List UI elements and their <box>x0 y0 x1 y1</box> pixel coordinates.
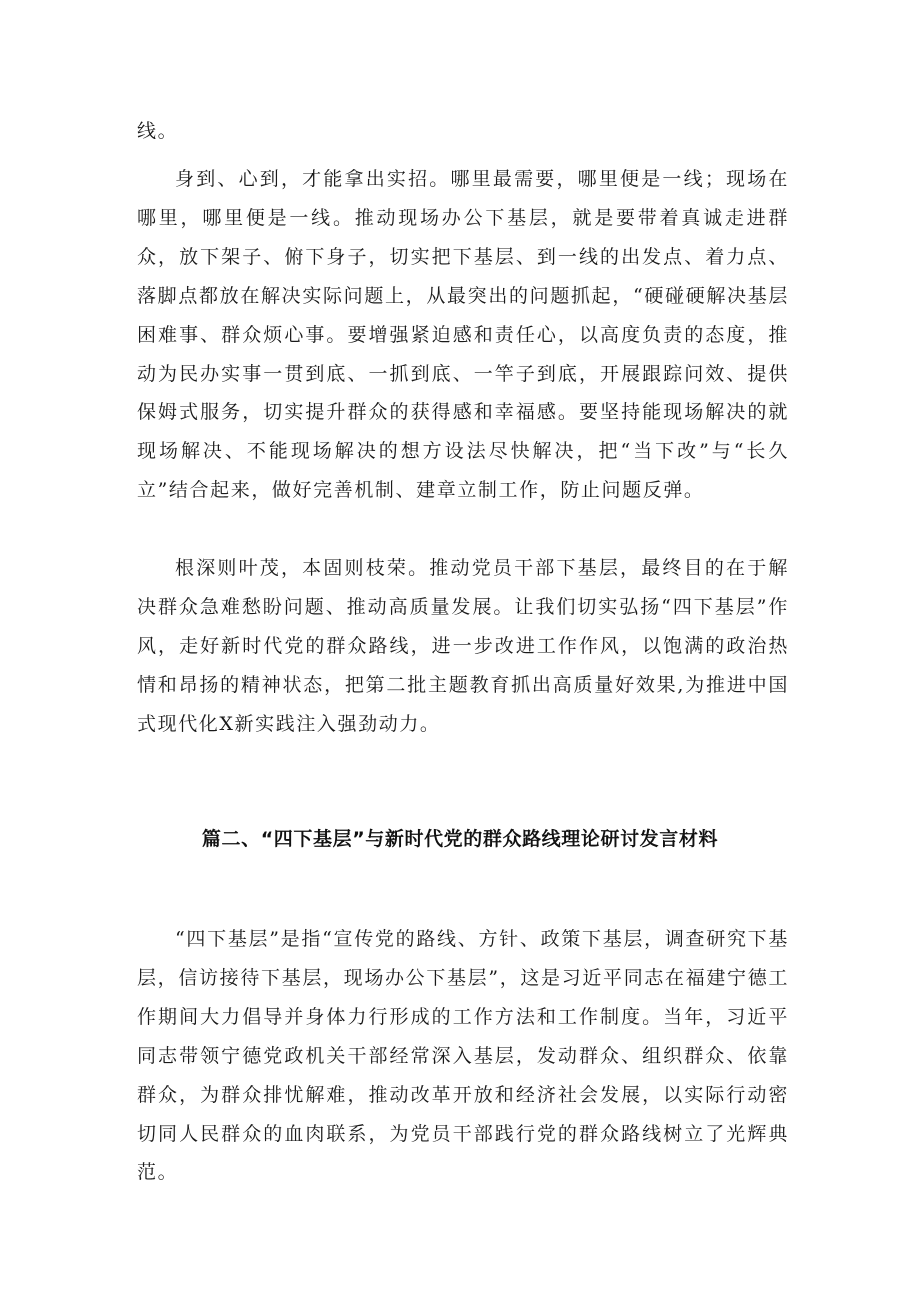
paragraph-continuation: 线。 <box>137 120 179 142</box>
paragraph-on-site-work: 身到、心到，才能拿出实招。哪里最需要，哪里便是一线；现场在哪里，哪里便是一线。推动现场办公下基层，就是要带着真诚走进群众，放下架子、俯下身子，切实把下基层、到一线的出发点、着力点、落脚点都放在解决实际问题上，从最突出的问题抓起，“硬碰硬解决基层困难事、群众烦心事。要增强紧迫感和责任心，以高度负责的态度，推动为民办实事一贯到底、一抓到底、一竿子到底，开展跟踪问效、提供保姆式服务，切实提升群众的获得感和幸福感。要坚持能现场解决的就现场解决、不能现场解决的想方设法尽快解决，把“当下改”与“长久立”结合起来，做好完善机制、建章立制工作，防止问题反弹。 <box>137 168 789 502</box>
paragraph-four-grassroots-definition: “四下基层”是指“宣传党的路线、方针、政策下基层，调查研究下基层，信访接待下基层，现场办公下基层”，这是习近平同志在福建宁德工作期间大力倡导并身体力行形成的工作方法和工作制度。当年，习近平同志带领宁德党政机关干部经常深入基层，发动群众、组织群众、依靠群众，为群众排忧解难，推动改革开放和经济社会发展，以实际行动密切同人民群众的血肉联系，为党员干部践行党的群众路线树立了光辉典范。 <box>137 928 789 1184</box>
paragraph-conclusion: 根深则叶茂，本固则枝荣。推动党员干部下基层，最终目的在于解决群众急难愁盼问题、推动高质量发展。让我们切实弘扬“四下基层”作风，走好新时代党的群众路线，进一步改进工作作风，以饱满的政治热情和昂扬的精神状态，把第二批主题教育抓出高质量好效果,为推进中国式现代化X新实践注入强劲动力。 <box>137 557 789 735</box>
section-heading: 篇二、“四下基层”与新时代党的群众路线理论研讨发言材料 <box>201 828 719 850</box>
